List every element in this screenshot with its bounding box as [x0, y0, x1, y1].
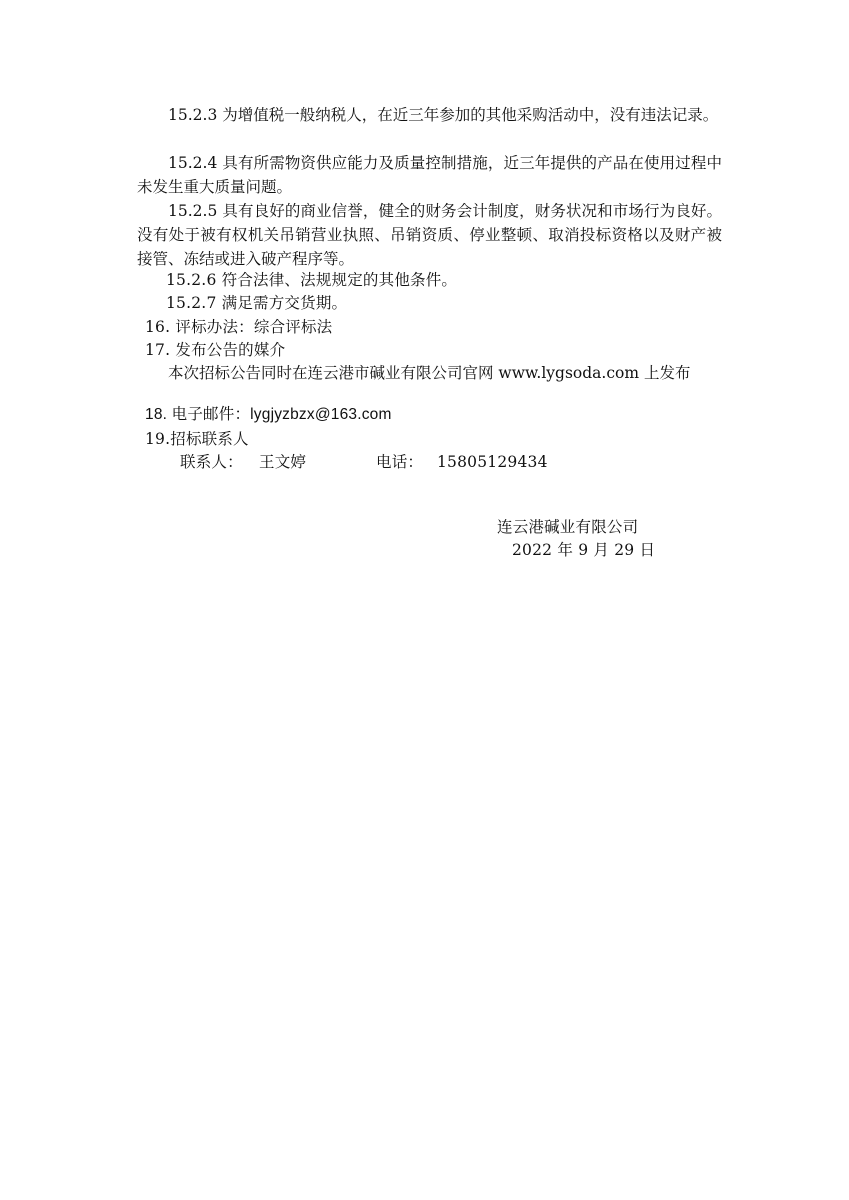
section-16-evaluation-method: 16. 评标办法：综合评标法 [145, 318, 333, 336]
section-19-heading: 19.招标联系人 [145, 430, 249, 448]
clause-15-2-4: 15.2.4 具有所需物资供应能力及质量控制措施，近三年提供的产品在使用过程中未发生重大质量问题。 [137, 154, 722, 196]
clause-15-2-5: 15.2.5 具有良好的商业信誉，健全的财务会计制度，财务状况和市场行为良好。没有处于被有权机关吊销营业执照、吊销资质、停业整顿、取消投标资格以及财产被接管、冻结或进入破产程序等。 [137, 202, 722, 268]
section-18-email: 18. 电子邮件：lygjyzbzx@163.com [145, 406, 392, 423]
signature-company: 连云港碱业有限公司 [497, 518, 639, 536]
clause-15-2-6: 15.2.6 符合法律、法规规定的其他条件。 [166, 271, 458, 289]
phone-label: 电话： [376, 453, 424, 471]
phone-value: 15805129434 [437, 453, 548, 471]
contact-label: 联系人： [180, 453, 243, 471]
clause-15-2-7: 15.2.7 满足需方交货期。 [166, 294, 348, 312]
section-17-body: 本次招标公告同时在连云港市碱业有限公司官网 www.lygsoda.com 上发布 [168, 364, 691, 382]
contact-name: 王文婷 [259, 453, 307, 471]
section-17-heading: 17. 发布公告的媒介 [145, 341, 286, 359]
signature-date: 2022 年 9 月 29 日 [512, 541, 656, 559]
clause-15-2-3: 15.2.3 为增值税一般纳税人，在近三年参加的其他采购活动中，没有违法记录。 [168, 106, 719, 124]
